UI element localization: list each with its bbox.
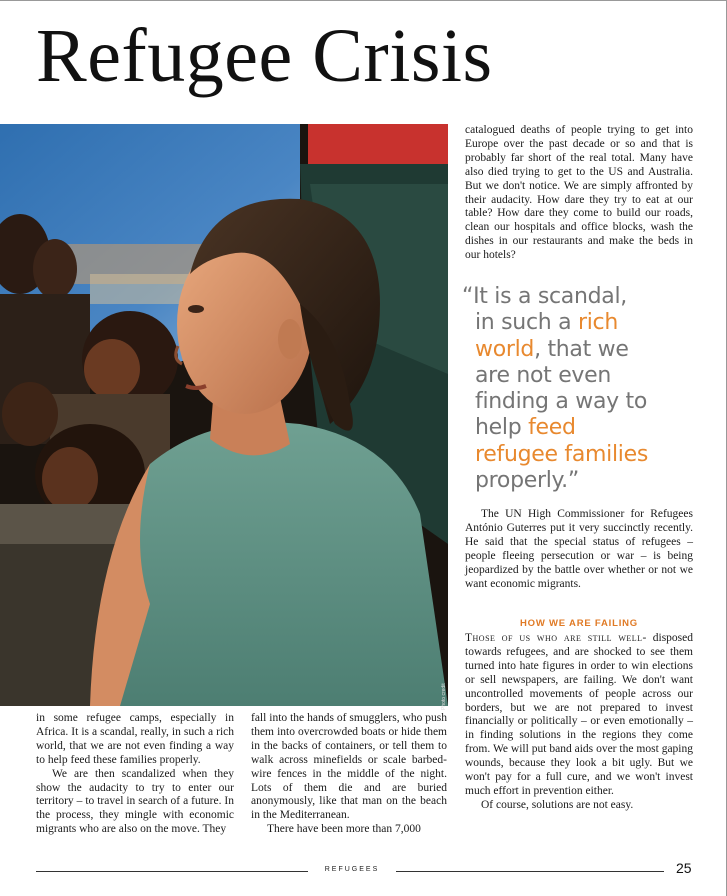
quote-line-3 (462, 337, 700, 363)
failing-body: disposed towards refugees, and are shocked to see them turned into hate figures in order to win elections or sell newspapers, are failing. We don't want uncontrolled movements of people across our borders, but we are not prepared to invest financially or politically – or even emotionally – in finding solutions in the regions they come from. We will put band aids over the most gaping wounds, because they look a bit ugly. But we won't pay for a full cure, and we won't invest much effort in prevention either. (465, 632, 693, 797)
quote-text: help (475, 415, 529, 441)
column-a-paragraph-1: in some refugee camps, especially in Africa. It is a scandal, really, in such a rich world, that we are not even finding a way to help feed these families properly. (36, 712, 234, 766)
quote-text: in such a (475, 310, 578, 336)
page-top-rule (0, 0, 727, 1)
paragraph-un-commissioner: The UN High Commissioner for Refugees António Guterres put it very succinctly recently. He said that the special status of refugees – people fleeing persecution or war – is being jeopardized by the battle over whether or not we want economic migrants. (465, 508, 693, 590)
pull-quote (462, 284, 700, 494)
column-b-paragraph-2: There have been more than 7,000 (267, 823, 421, 836)
section-subhead: HOW WE ARE FAILING (519, 618, 638, 629)
right-column-intro: catalogued deaths of people trying to get into Europe over the past decade or so and that is probably far short of the real total. Many have also died trying to get to the US and Australia. But we don't notice. We are simply affronted by their audacity. How dare they try to eat at our table? How dare they come to build our roads, clean our hospitals and office blocks, wash the dishes in our restaurants and make the beds in our hotels? (465, 124, 693, 262)
quote-highlight: rich (577, 310, 618, 336)
footer-section-label: REFUGEES (324, 866, 380, 873)
page-number: 25 (676, 860, 692, 876)
footer-rule-left (36, 871, 308, 872)
quote-text: , that we (534, 336, 629, 362)
article-photo (0, 124, 448, 706)
quote-highlight: feed (528, 415, 576, 441)
photo-credit: Photo credit (441, 683, 447, 710)
quote-line-5: finding a way to (475, 389, 648, 415)
article-title: Refugee Crisis (36, 14, 493, 98)
column-a-paragraph-2: We are then scandalized when they show the audacity to try to enter our territory – to travel in search of a future. In the process, they mingle with economic migrants who are also on the move. They (36, 767, 234, 836)
quote-line-7: refugee families (475, 441, 649, 467)
closing-line: Of course, solutions are not easy. (481, 798, 634, 811)
quote-line-6 (462, 415, 700, 441)
paragraph-failing (465, 632, 693, 813)
quote-line-4: are not even (475, 362, 612, 388)
column-b-paragraph-1: fall into the hands of smugglers, who push them into overcrowded boats or hide them in the backs of containers, or tell them to walk across minefields or scale barbed-wire fences in the middle of the night. Lots of them die and are buried anonymously, like that man on the beach in the Mediterranean. (251, 712, 447, 822)
quote-highlight: world (475, 336, 535, 362)
quote-line-8: properly.” (475, 468, 579, 494)
column-b (251, 712, 447, 837)
footer-rule-right (396, 871, 664, 872)
quote-line-2 (462, 310, 700, 336)
column-a (36, 712, 234, 837)
quote-line-1: “It is a scandal, (462, 284, 627, 309)
lead-in: Those of us who are still well- (465, 632, 647, 644)
